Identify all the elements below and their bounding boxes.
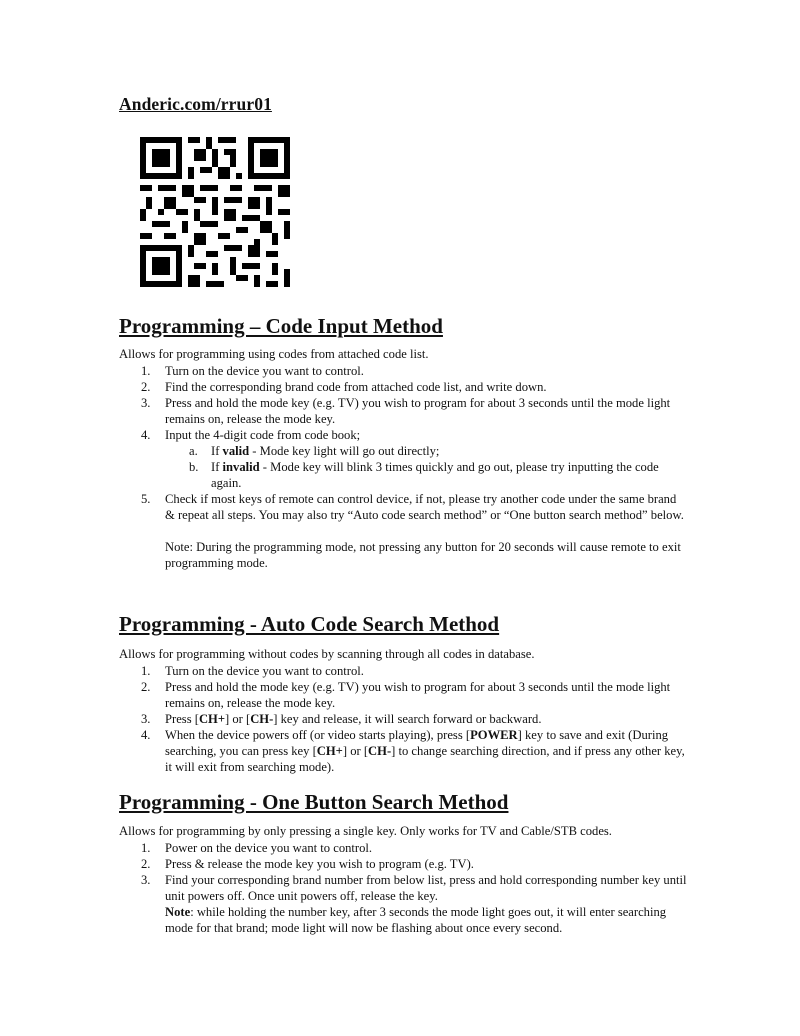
section-title-one-button: Programming - One Button Search Method [119, 790, 509, 814]
qr-code-image [140, 137, 290, 287]
programming-note: Note: During the programming mode, not pressing any button for 20 seconds will cause remote to exit programming mode. [165, 540, 681, 570]
section-title-auto-search: Programming - Auto Code Search Method [119, 612, 500, 636]
sub-list-item: b. If invalid - Mode key will blink 3 times quickly and go out, please try inputting the code again. [189, 460, 659, 490]
section-intro: Allows for programming using codes from attached code list. [119, 347, 429, 361]
section-title-code-input: Programming – Code Input Method [119, 314, 443, 338]
list-item: 3. Find your corresponding brand number from below list, press and hold corresponding number key until unit powers off. Once unit powers off, release the key. [141, 873, 687, 903]
auto-search-steps [119, 663, 689, 775]
sub-list-item: a. If valid - Mode key light will go out directly; [189, 444, 440, 458]
list-item: 4. When the device powers off (or video starts playing), press [POWER] key to save and exit (During searching, you can press key [CH+] or [CH-] to change searching direction, and if press any other key, it will exit from searching mode). [141, 728, 685, 774]
list-item: 5. Check if most keys of remote can control device, if not, please try another code under the same brand & repeat all steps. You may also try “Auto code search method” or “One button search method” below. [141, 492, 684, 522]
list-item: 2. Press and hold the mode key (e.g. TV) you wish to program for about 3 seconds until the mode light remains on, release the mode key. [141, 680, 671, 710]
list-item: 3. Press and hold the mode key (e.g. TV) you wish to program for about 3 seconds until the mode light remains on, release the mode key. [141, 396, 671, 426]
section-intro: Allows for programming without codes by scanning through all codes in database. [119, 647, 535, 661]
section-intro: Allows for programming by only pressing a single key. Only works for TV and Cable/STB codes. [119, 824, 612, 838]
code-input-steps [119, 363, 689, 571]
url-heading[interactable]: Anderic.com/rrur01 [119, 94, 272, 114]
list-item: 1. Power on the device you want to control. [141, 841, 373, 855]
list-item: 1. Turn on the device you want to control. [141, 364, 364, 378]
list-item: 2. Find the corresponding brand code from attached code list, and write down. [141, 380, 547, 394]
list-item-note: Note: while holding the number key, after 3 seconds the mode light goes out, it will enter searching mode for that brand; mode light will now be flashing about once every second. [165, 905, 667, 935]
list-item: 2. Press & release the mode key you wish to program (e.g. TV). [141, 857, 474, 871]
list-item: 1. Turn on the device you want to control. [141, 664, 364, 678]
one-button-steps [119, 840, 689, 936]
list-item: 4. Input the 4-digit code from code book; [141, 428, 361, 442]
list-item: 3. Press [CH+] or [CH-] key and release, it will search forward or backward. [141, 712, 542, 726]
